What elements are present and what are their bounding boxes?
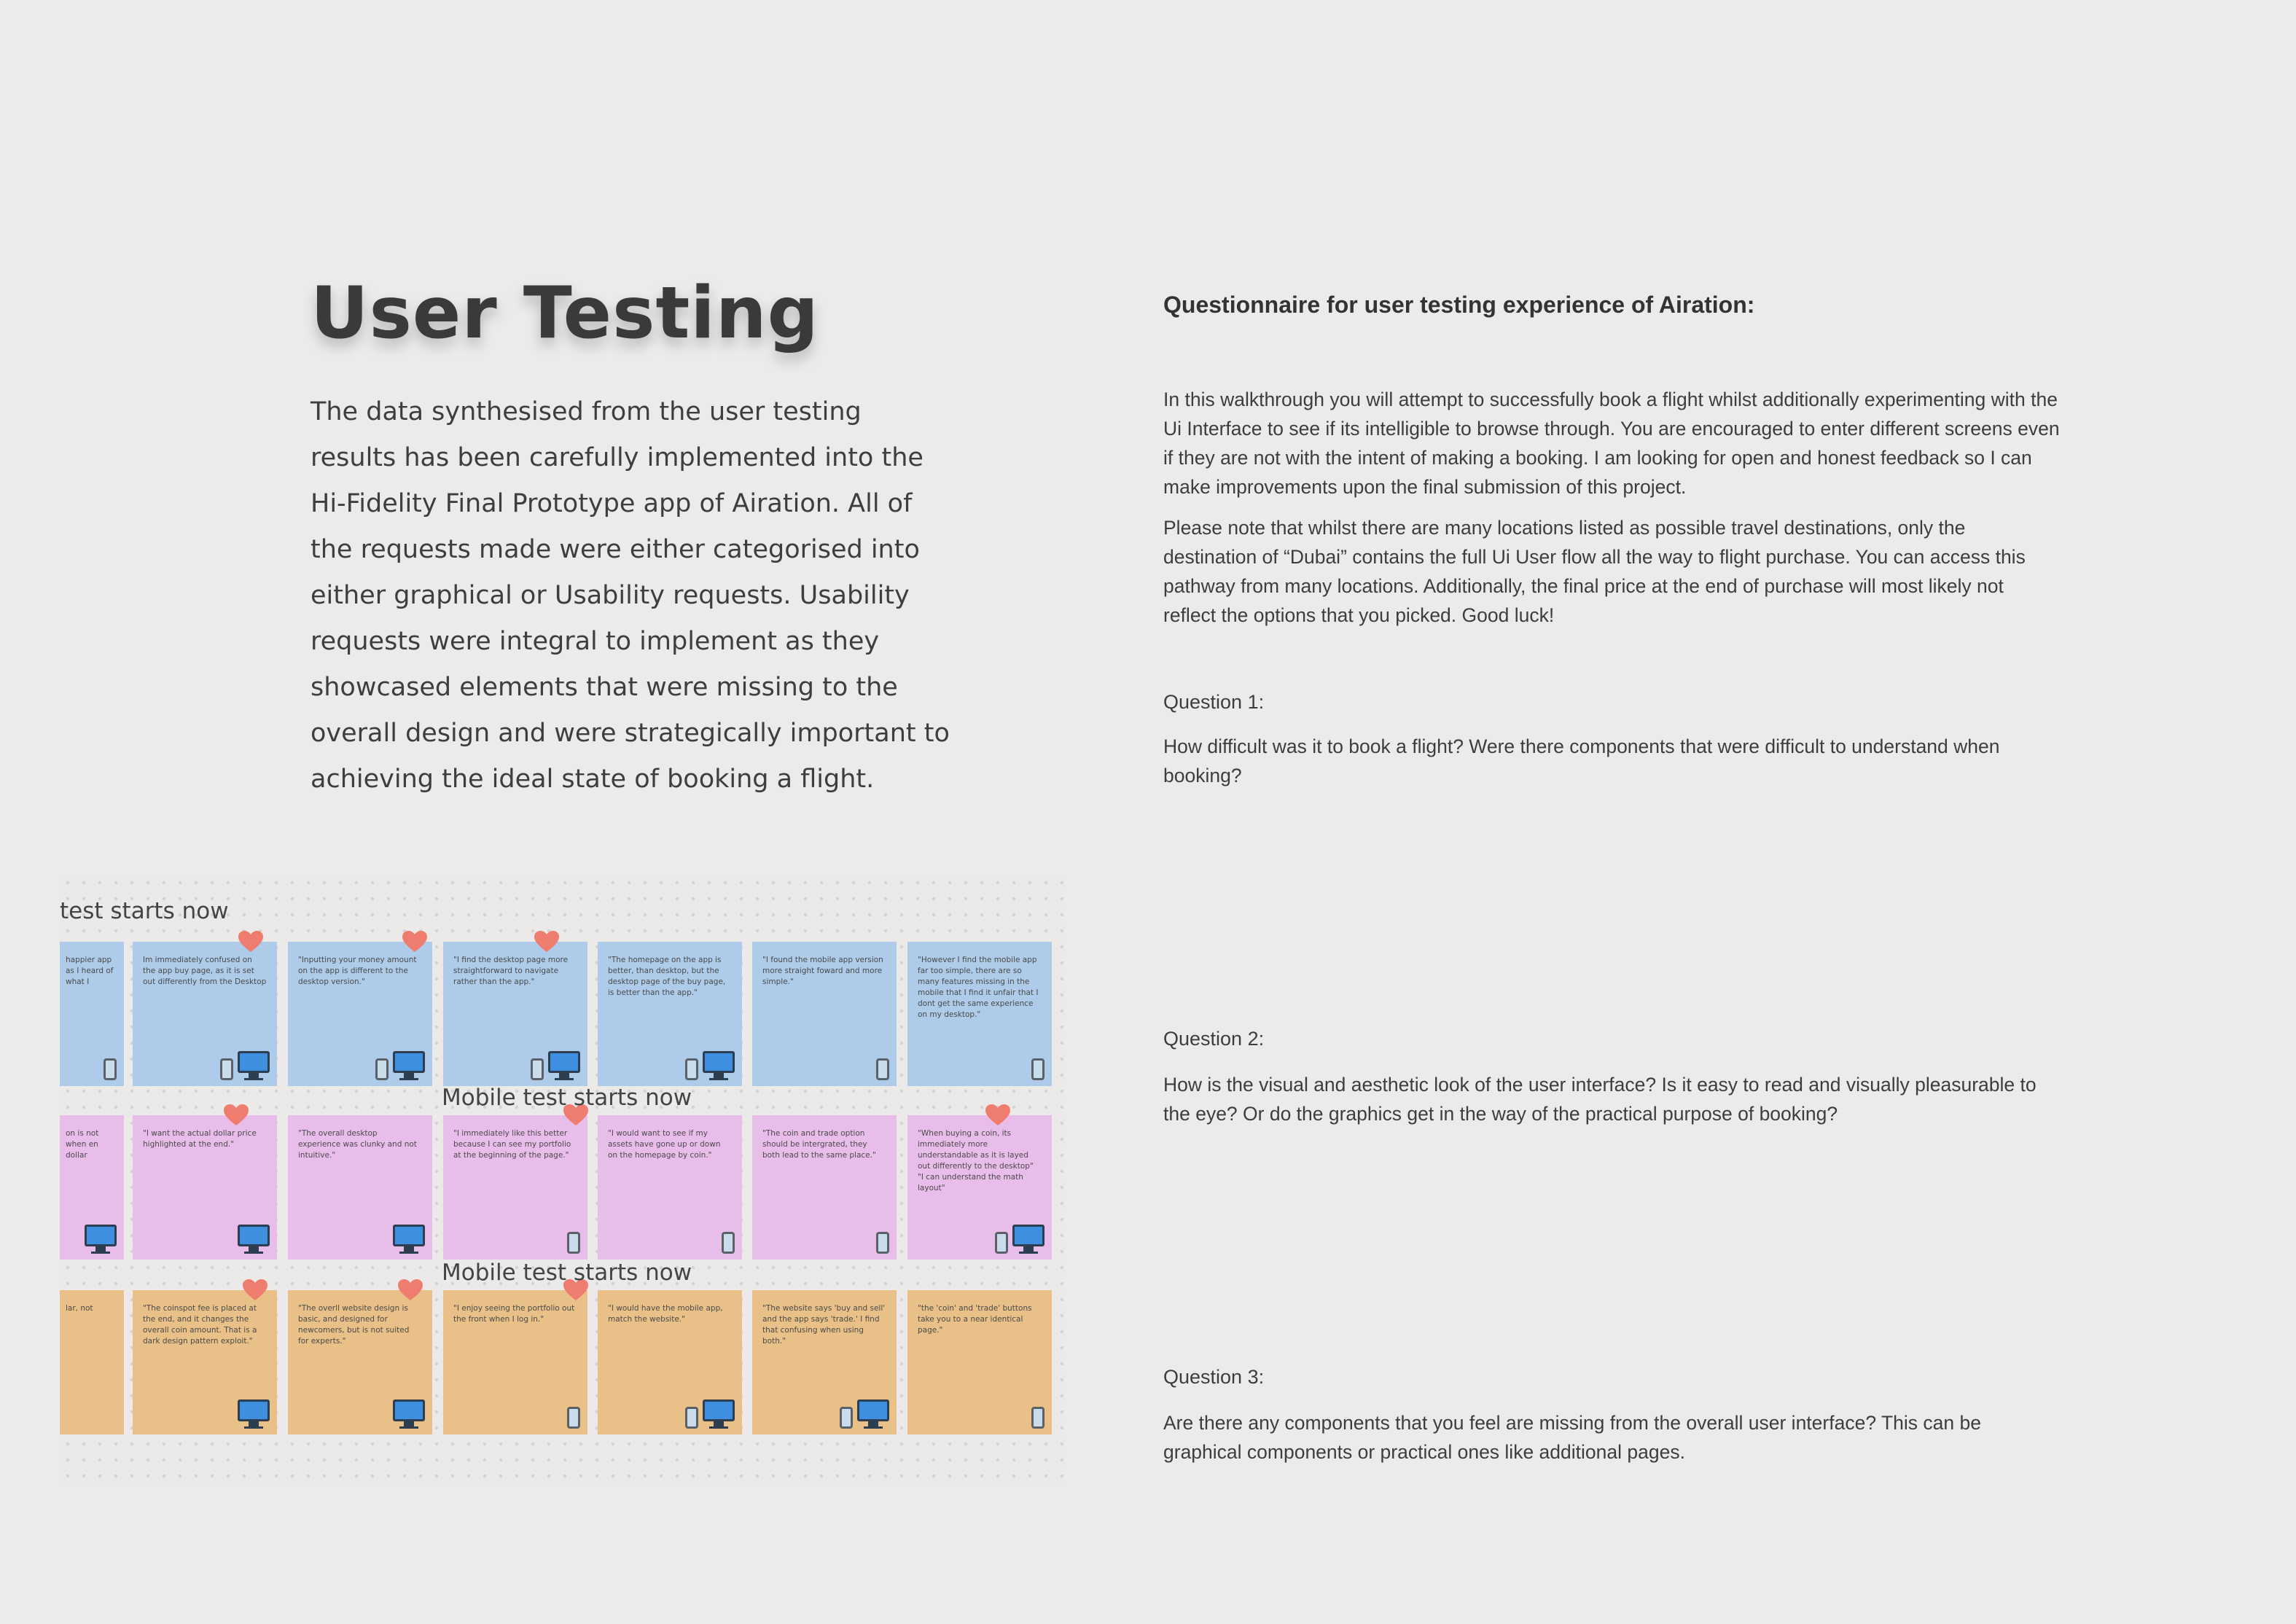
device-icons (238, 1225, 270, 1254)
sticky-note-text: "The coinspot fee is placed at the end, and it changes the overall coin amount. That is a dark design pattern exploit." (143, 1304, 257, 1346)
sticky-note (133, 1290, 277, 1434)
device-icons (238, 1399, 270, 1429)
sticky-note-text: lar, not (66, 1304, 93, 1313)
device-icons (1031, 1058, 1044, 1080)
sticky-note (598, 1115, 742, 1260)
sticky-note (288, 1115, 432, 1260)
sticky-note-text: Im immediately confused on the app buy page, as it is set out differently from the Desktop (143, 956, 267, 986)
device-icons (567, 1232, 580, 1254)
sticky-note-text: "The coin and trade option should be intergrated, they both lead to the same place." (762, 1129, 876, 1160)
sticky-note-text: "The website says 'buy and sell' and the app says 'trade.' I find that confusing when using both." (762, 1304, 886, 1346)
sticky-note (443, 942, 587, 1086)
sticky-note-text: "I found the mobile app version more straight foward and more simple." (762, 956, 883, 986)
device-icons (85, 1225, 117, 1254)
heart-icon (985, 1104, 1011, 1127)
mobile-phone-icon (722, 1232, 735, 1254)
desktop-monitor-icon (393, 1399, 425, 1429)
board-label-desktop-test: test starts now (60, 898, 229, 924)
mobile-phone-icon (220, 1058, 233, 1080)
sticky-note-text: on is not when en dollar (66, 1129, 99, 1160)
heart-icon (402, 930, 428, 953)
sticky-note (907, 942, 1052, 1086)
sticky-note-text: "I would have the mobile app, match the website." (608, 1304, 723, 1324)
desktop-monitor-icon (85, 1225, 117, 1254)
device-icons (567, 1407, 580, 1429)
mobile-phone-icon (840, 1407, 853, 1429)
mobile-phone-icon (685, 1407, 698, 1429)
heart-icon (223, 1104, 249, 1127)
question-3-label: Question 3: (1163, 1366, 1265, 1388)
sticky-note (133, 942, 277, 1086)
question-2-label: Question 2: (1163, 1028, 1265, 1050)
sticky-note (443, 1290, 587, 1434)
question-1-label: Question 1: (1163, 691, 1265, 713)
sticky-note-text: "The overll website design is basic, and designed for newcomers, but is not suited for experts." (298, 1304, 410, 1346)
mobile-phone-icon (531, 1058, 544, 1080)
sticky-note-text: "The homepage on the app is better, than desktop, but the desktop page of the buy page, is better than the app." (608, 956, 726, 997)
mobile-phone-icon (995, 1232, 1008, 1254)
device-icons (1031, 1407, 1044, 1429)
sticky-note-text: "I would want to see if my assets have gone up or down on the homepage by coin." (608, 1129, 721, 1160)
mobile-phone-icon (567, 1232, 580, 1254)
sticky-note (60, 1115, 124, 1260)
heart-icon (397, 1278, 423, 1302)
sticky-note (288, 942, 432, 1086)
sticky-note (598, 942, 742, 1086)
sticky-note-text: "I want the actual dollar price highlighted at the end." (143, 1129, 257, 1149)
sticky-note (288, 1290, 432, 1434)
mobile-phone-icon (375, 1058, 388, 1080)
sticky-note-text: "However I find the mobile app far too simple, there are so many features missing in the mobile that I find it unfair that I dont get the same experience on my desktop." (918, 956, 1039, 1019)
desktop-monitor-icon (548, 1051, 580, 1080)
question-3-text: Are there any components that you feel are missing from the overall user interface? This can be graphical components or practical ones like additional pages. (1163, 1412, 1981, 1463)
board-label-mobile-test: Mobile test starts now (442, 1260, 692, 1286)
sticky-note (443, 1115, 587, 1260)
sticky-note (907, 1290, 1052, 1434)
device-icons (995, 1225, 1044, 1254)
sticky-note-text: "I enjoy seeing the portfolio out the front when I log in." (453, 1304, 575, 1324)
sticky-note-text: "Inputting your money amount on the app is different to the desktop version." (298, 956, 417, 986)
heart-icon (534, 930, 560, 953)
heart-icon (238, 930, 264, 953)
mobile-phone-icon (104, 1058, 117, 1080)
device-icons (876, 1058, 889, 1080)
device-icons (876, 1232, 889, 1254)
sticky-note (907, 1115, 1052, 1260)
questionnaire-paragraph-1: In this walkthrough you will attempt to successfully book a flight whilst additionally experimenting with the Ui Interface to see if its intelligible to browse through. You are encouraged to enter different screens even if they are not with the intent of making a booking. I am looking for open and honest feedback so I can make improvements upon the final submission of this project. (1163, 389, 2060, 498)
desktop-monitor-icon (393, 1051, 425, 1080)
question-1-text: How difficult was it to book a flight? Were there components that were difficult to understand when booking? (1163, 735, 2000, 786)
desktop-monitor-icon (238, 1051, 270, 1080)
sticky-note-text: happier app as I heard of what I (66, 956, 114, 986)
desktop-monitor-icon (238, 1399, 270, 1429)
desktop-monitor-icon (703, 1051, 735, 1080)
sticky-note (60, 1290, 124, 1434)
sticky-note-board (60, 875, 1066, 1487)
sticky-note-text: "I find the desktop page more straightforward to navigate rather than the app." (453, 956, 569, 986)
sticky-note (60, 942, 124, 1086)
mobile-phone-icon (1031, 1407, 1044, 1429)
desktop-monitor-icon (703, 1399, 735, 1429)
sticky-note-text: "When buying a coin, its immediately more understandable as it is layed out differently to the desktop" "I can understand the math layout" (918, 1129, 1034, 1192)
heart-icon (242, 1278, 268, 1302)
sticky-note-text: "I immediately like this better because I can see my portfolio at the beginning of the page." (453, 1129, 571, 1160)
device-icons (104, 1058, 117, 1080)
desktop-monitor-icon (393, 1225, 425, 1254)
sticky-note-text: "The overall desktop experience was clunky and not intuitive." (298, 1129, 417, 1160)
device-icons (685, 1399, 735, 1429)
sticky-note (752, 1290, 897, 1434)
questionnaire-heading: Questionnaire for user testing experience of Airation: (1163, 292, 1755, 318)
intro-paragraph: The data synthesised from the user testing results has been carefully implemented into the Hi-Fidelity Final Prototype app of Airation. All of the requests made were either categorised into either graphical or Usability requests. Usability requests were integral to implement as they showcased elements that were missing to the overall design and were strategically important to achieving the ideal state of booking a flight. (311, 397, 950, 794)
mobile-phone-icon (1031, 1058, 1044, 1080)
board-label-mobile-test: Mobile test starts now (442, 1085, 692, 1111)
sticky-note-text: "the 'coin' and 'trade' buttons take you to a near identical page." (918, 1304, 1032, 1335)
device-icons (685, 1051, 735, 1080)
sticky-note (752, 1115, 897, 1260)
device-icons (375, 1051, 425, 1080)
device-icons (840, 1399, 889, 1429)
mobile-phone-icon (876, 1058, 889, 1080)
sticky-note (133, 1115, 277, 1260)
mobile-phone-icon (567, 1407, 580, 1429)
sticky-note (598, 1290, 742, 1434)
mobile-phone-icon (685, 1058, 698, 1080)
mobile-phone-icon (876, 1232, 889, 1254)
desktop-monitor-icon (238, 1225, 270, 1254)
desktop-monitor-icon (857, 1399, 889, 1429)
device-icons (722, 1232, 735, 1254)
device-icons (531, 1051, 580, 1080)
questionnaire-paragraph-2: Please note that whilst there are many locations listed as possible travel destinations, only the destination of “Dubai” contains the full Ui User flow all the way to flight purchase. You can access this pathway from many locations. Additionally, the final price at the end of purchase will most likely not reflect the options that you picked. Good luck! (1163, 517, 2026, 626)
device-icons (220, 1051, 270, 1080)
desktop-monitor-icon (1012, 1225, 1044, 1254)
device-icons (393, 1225, 425, 1254)
device-icons (393, 1399, 425, 1429)
question-2-text: How is the visual and aesthetic look of the user interface? Is it easy to read and visually pleasurable to the eye? Or do the graphics get in the way of the practical purpose of booking? (1163, 1074, 2037, 1125)
page-title: User Testing (311, 272, 819, 355)
sticky-note (752, 942, 897, 1086)
